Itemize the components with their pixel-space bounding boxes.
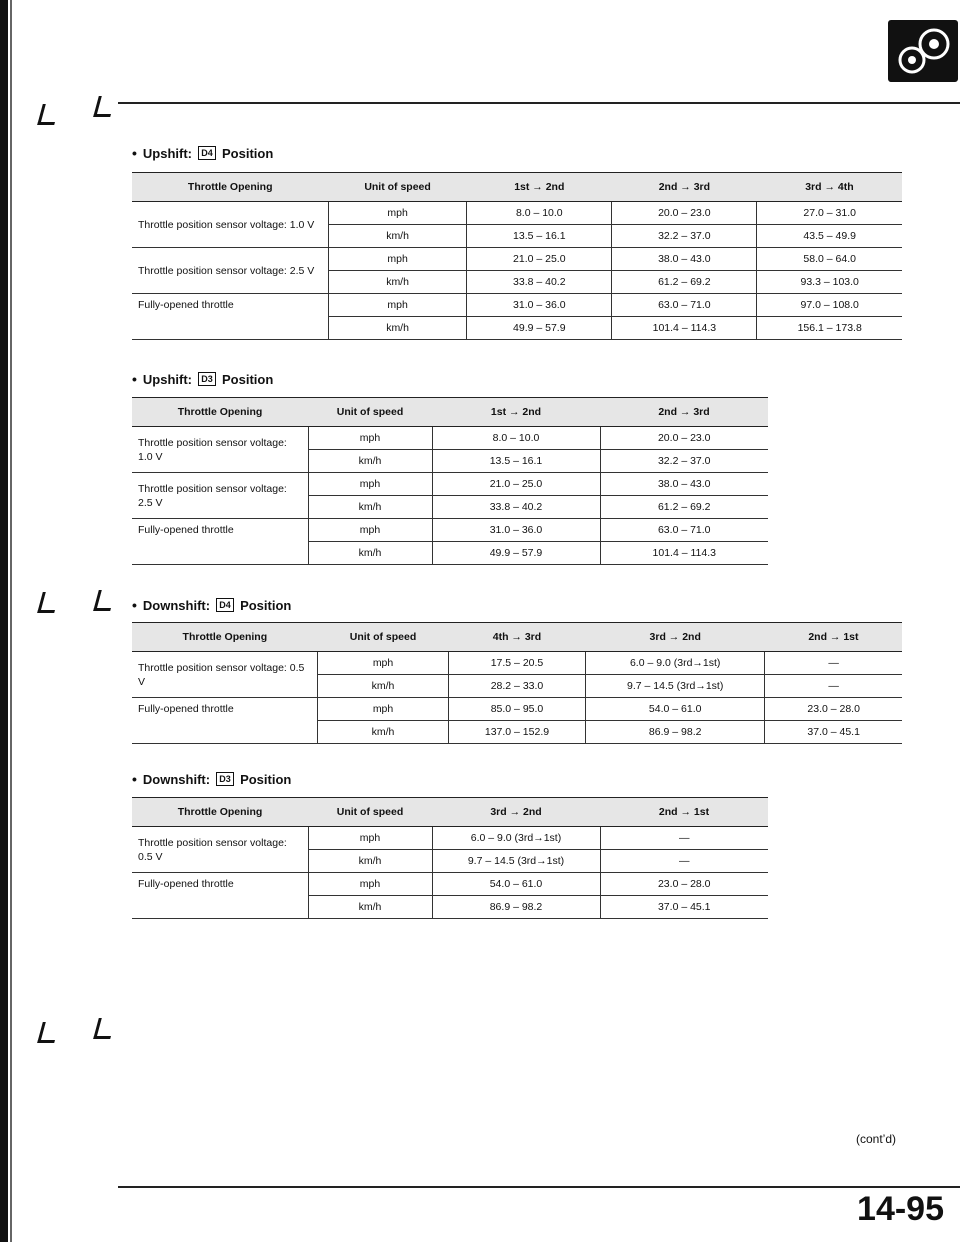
shift-table bbox=[132, 397, 768, 565]
row-label: Fully-opened throttle bbox=[132, 519, 308, 565]
value-cell: 86.9 – 98.2 bbox=[432, 896, 600, 919]
table-header-row bbox=[132, 623, 902, 652]
value-cell: 37.0 – 45.1 bbox=[600, 896, 768, 919]
value-cell: 8.0 – 10.0 bbox=[432, 427, 600, 450]
row-label: Fully-opened throttle bbox=[132, 294, 328, 340]
unit-cell: mph bbox=[308, 427, 432, 450]
table-header-row bbox=[132, 398, 768, 427]
gear-logo-icon bbox=[888, 20, 958, 82]
column-header: Unit of speed bbox=[308, 798, 432, 827]
unit-cell: mph bbox=[308, 519, 432, 542]
unit-cell: km/h bbox=[318, 721, 449, 744]
value-cell: 58.0 – 64.0 bbox=[757, 248, 902, 271]
column-header: Throttle Opening bbox=[132, 623, 318, 652]
table-row bbox=[132, 427, 768, 450]
heading-label: Upshift: bbox=[142, 145, 193, 161]
column-header: Throttle Opening bbox=[132, 173, 328, 202]
value-cell: 20.0 – 23.0 bbox=[600, 427, 768, 450]
table-row bbox=[132, 202, 902, 225]
table-row bbox=[132, 873, 768, 896]
column-header: 2nd → 1st bbox=[765, 623, 902, 652]
value-cell: 86.9 – 98.2 bbox=[586, 721, 765, 744]
value-cell: 38.0 – 43.0 bbox=[600, 473, 768, 496]
value-cell: 137.0 – 152.9 bbox=[448, 721, 585, 744]
unit-cell: km/h bbox=[328, 271, 466, 294]
row-label: Throttle position sensor voltage: 2.5 V bbox=[132, 248, 328, 294]
value-cell: 37.0 – 45.1 bbox=[765, 721, 902, 744]
value-cell: 38.0 – 43.0 bbox=[612, 248, 757, 271]
position-badge: D4 bbox=[216, 598, 234, 612]
position-badge: D4 bbox=[198, 146, 216, 160]
shift-table bbox=[132, 797, 768, 919]
value-cell: 6.0 – 9.0 (3rd→1st) bbox=[432, 827, 600, 850]
check-mark-icon bbox=[37, 1022, 60, 1043]
column-header: 2nd → 1st bbox=[600, 798, 768, 827]
shift-table bbox=[132, 622, 902, 744]
bullet: • bbox=[132, 771, 137, 787]
value-cell: 54.0 – 61.0 bbox=[586, 698, 765, 721]
unit-cell: mph bbox=[308, 827, 432, 850]
value-cell: 23.0 – 28.0 bbox=[765, 698, 902, 721]
row-label: Throttle position sensor voltage: 1.0 V bbox=[132, 427, 308, 473]
column-header: Unit of speed bbox=[328, 173, 466, 202]
value-cell: 63.0 – 71.0 bbox=[612, 294, 757, 317]
bullet: • bbox=[132, 597, 137, 613]
heading-label: Downshift: bbox=[142, 597, 211, 613]
table-row bbox=[132, 827, 768, 850]
unit-cell: km/h bbox=[308, 496, 432, 519]
section-heading bbox=[132, 145, 273, 161]
check-mark-icon bbox=[37, 592, 60, 613]
unit-cell: km/h bbox=[308, 896, 432, 919]
column-header: 2nd → 3rd bbox=[612, 173, 757, 202]
value-cell: 61.2 – 69.2 bbox=[600, 496, 768, 519]
value-cell: 43.5 – 49.9 bbox=[757, 225, 902, 248]
value-cell: 13.5 – 16.1 bbox=[467, 225, 612, 248]
unit-cell: mph bbox=[318, 698, 449, 721]
value-cell: 85.0 – 95.0 bbox=[448, 698, 585, 721]
column-header: 4th → 3rd bbox=[448, 623, 585, 652]
unit-cell: km/h bbox=[328, 225, 466, 248]
unit-cell: mph bbox=[318, 652, 449, 675]
unit-cell: mph bbox=[328, 248, 466, 271]
column-header: 1st → 2nd bbox=[467, 173, 612, 202]
check-mark-icon bbox=[93, 1018, 116, 1039]
value-cell: 54.0 – 61.0 bbox=[432, 873, 600, 896]
unit-cell: km/h bbox=[308, 850, 432, 873]
row-label: Throttle position sensor voltage: 0.5 V bbox=[132, 652, 318, 698]
value-cell: 93.3 – 103.0 bbox=[757, 271, 902, 294]
value-cell: 21.0 – 25.0 bbox=[432, 473, 600, 496]
heading-position-word: Position bbox=[240, 597, 292, 613]
unit-cell: km/h bbox=[308, 450, 432, 473]
heading-label: Upshift: bbox=[142, 371, 193, 387]
section-heading bbox=[132, 771, 291, 787]
row-label: Fully-opened throttle bbox=[132, 873, 308, 919]
bullet: • bbox=[132, 145, 137, 161]
table-row bbox=[132, 473, 768, 496]
heading-label: Downshift: bbox=[142, 771, 211, 787]
value-cell: 8.0 – 10.0 bbox=[467, 202, 612, 225]
value-cell: 33.8 – 40.2 bbox=[432, 496, 600, 519]
value-cell: 6.0 – 9.0 (3rd→1st) bbox=[586, 652, 765, 675]
value-cell: 101.4 – 114.3 bbox=[612, 317, 757, 340]
unit-cell: mph bbox=[308, 873, 432, 896]
value-cell: 49.9 – 57.9 bbox=[467, 317, 612, 340]
value-cell: 32.2 – 37.0 bbox=[612, 225, 757, 248]
value-cell: 63.0 – 71.0 bbox=[600, 519, 768, 542]
value-cell: 21.0 – 25.0 bbox=[467, 248, 612, 271]
value-cell: 101.4 – 114.3 bbox=[600, 542, 768, 565]
column-header: 3rd → 2nd bbox=[432, 798, 600, 827]
dash-cell: — bbox=[765, 675, 902, 698]
dash-cell: — bbox=[600, 850, 768, 873]
value-cell: 27.0 – 31.0 bbox=[757, 202, 902, 225]
position-badge: D3 bbox=[198, 372, 216, 386]
value-cell: 23.0 – 28.0 bbox=[600, 873, 768, 896]
unit-cell: mph bbox=[328, 202, 466, 225]
section-heading bbox=[132, 371, 273, 387]
position-badge: D3 bbox=[216, 772, 234, 786]
row-label: Throttle position sensor voltage: 0.5 V bbox=[132, 827, 308, 873]
row-label: Fully-opened throttle bbox=[132, 698, 318, 744]
value-cell: 31.0 – 36.0 bbox=[467, 294, 612, 317]
table-row bbox=[132, 652, 902, 675]
value-cell: 33.8 – 40.2 bbox=[467, 271, 612, 294]
column-header: Throttle Opening bbox=[132, 398, 308, 427]
check-mark-icon bbox=[93, 590, 116, 611]
column-header: Unit of speed bbox=[308, 398, 432, 427]
unit-cell: km/h bbox=[328, 317, 466, 340]
table-row bbox=[132, 519, 768, 542]
value-cell: 17.5 – 20.5 bbox=[448, 652, 585, 675]
page-number: 14-95 bbox=[857, 1190, 944, 1228]
value-cell: 13.5 – 16.1 bbox=[432, 450, 600, 473]
table-header-row bbox=[132, 173, 902, 202]
value-cell: 32.2 – 37.0 bbox=[600, 450, 768, 473]
section-heading bbox=[132, 597, 291, 613]
heading-position-word: Position bbox=[222, 145, 274, 161]
unit-cell: mph bbox=[328, 294, 466, 317]
value-cell: 61.2 – 69.2 bbox=[612, 271, 757, 294]
unit-cell: km/h bbox=[318, 675, 449, 698]
heading-position-word: Position bbox=[222, 371, 274, 387]
check-mark-icon bbox=[37, 104, 60, 125]
binding-edge-line bbox=[10, 0, 12, 1242]
unit-cell: mph bbox=[308, 473, 432, 496]
value-cell: 49.9 – 57.9 bbox=[432, 542, 600, 565]
check-mark-icon bbox=[93, 96, 116, 117]
shift-table bbox=[132, 172, 902, 340]
binding-edge bbox=[0, 0, 8, 1242]
row-label: Throttle position sensor voltage: 2.5 V bbox=[132, 473, 308, 519]
table-header-row bbox=[132, 798, 768, 827]
heading-position-word: Position bbox=[240, 771, 292, 787]
value-cell: 31.0 – 36.0 bbox=[432, 519, 600, 542]
column-header: 1st → 2nd bbox=[432, 398, 600, 427]
dash-cell: — bbox=[765, 652, 902, 675]
bottom-rule bbox=[118, 1186, 960, 1188]
bullet: • bbox=[132, 371, 137, 387]
value-cell: 9.7 – 14.5 (3rd→1st) bbox=[586, 675, 765, 698]
value-cell: 9.7 – 14.5 (3rd→1st) bbox=[432, 850, 600, 873]
row-label: Throttle position sensor voltage: 1.0 V bbox=[132, 202, 328, 248]
unit-cell: km/h bbox=[308, 542, 432, 565]
table-row bbox=[132, 698, 902, 721]
table-row bbox=[132, 294, 902, 317]
table-row bbox=[132, 248, 902, 271]
dash-cell: — bbox=[600, 827, 768, 850]
continued-note: (cont’d) bbox=[856, 1132, 897, 1146]
column-header: Unit of speed bbox=[318, 623, 449, 652]
column-header: 2nd → 3rd bbox=[600, 398, 768, 427]
value-cell: 28.2 – 33.0 bbox=[448, 675, 585, 698]
value-cell: 97.0 – 108.0 bbox=[757, 294, 902, 317]
value-cell: 20.0 – 23.0 bbox=[612, 202, 757, 225]
value-cell: 156.1 – 173.8 bbox=[757, 317, 902, 340]
column-header: Throttle Opening bbox=[132, 798, 308, 827]
column-header: 3rd → 2nd bbox=[586, 623, 765, 652]
top-rule bbox=[118, 102, 960, 104]
column-header: 3rd → 4th bbox=[757, 173, 902, 202]
